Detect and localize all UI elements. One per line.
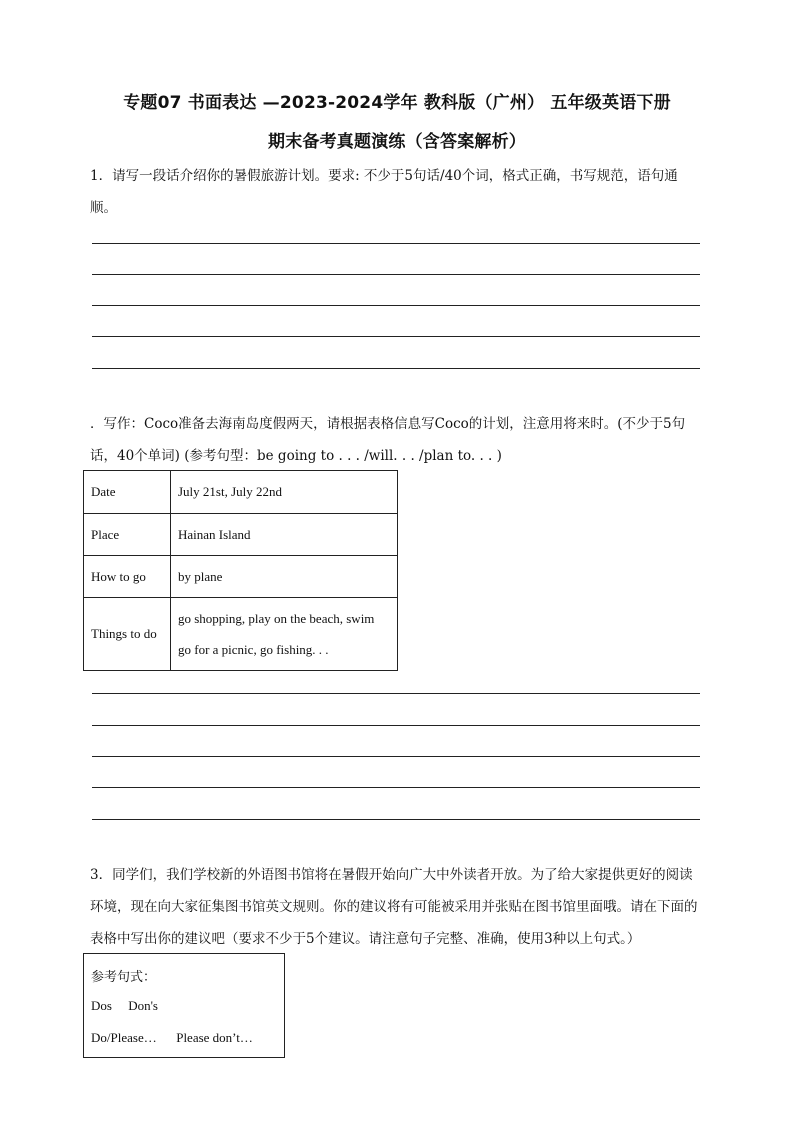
- answer-line[interactable]: [92, 274, 700, 275]
- table-cell-label: Date: [84, 471, 171, 514]
- answer-line[interactable]: [92, 305, 700, 306]
- table-row: [84, 556, 398, 598]
- reference-heading: 参考句式：: [91, 969, 157, 984]
- answer-line[interactable]: [92, 725, 700, 726]
- question-2-prompt: ．写作：Coco准备去海南岛度假两天，请根据表格信息写Coco的计划，注意用将来时。(不少于5句话，40个单词) (参考句型：be going to . . . /will. . . /plan to. . . ): [90, 416, 686, 464]
- reference-line: Do/Please… Please don’t…: [91, 1030, 253, 1045]
- plan-info-table: [83, 470, 398, 671]
- answer-line[interactable]: [92, 819, 700, 820]
- question-1-prompt: 1．请写一段话介绍你的暑假旅游计划。要求: 不少于5句话/40个词，格式正确，书写规范，语句通顺。: [90, 168, 678, 216]
- table-cell-value: July 21st, July 22nd: [171, 471, 398, 514]
- answer-line[interactable]: [92, 336, 700, 337]
- table-cell-value: Hainan Island: [171, 514, 398, 556]
- table-row: [84, 471, 398, 514]
- answer-line[interactable]: [92, 756, 700, 757]
- answer-line[interactable]: [92, 787, 700, 788]
- answer-line[interactable]: [92, 693, 700, 694]
- table-cell-label: Things to do: [84, 598, 171, 671]
- reference-sentence-box: [83, 953, 285, 1058]
- table-row: [84, 514, 398, 556]
- answer-line[interactable]: [92, 243, 700, 244]
- table-cell-label: How to go: [84, 556, 171, 598]
- table-row: [84, 598, 398, 671]
- reference-line: Dos Don's: [91, 998, 158, 1013]
- table-cell-value-line: go shopping, play on the beach, swim: [178, 611, 375, 626]
- table-cell-value: [171, 598, 398, 671]
- table-cell-value: by plane: [171, 556, 398, 598]
- table-cell-label: Place: [84, 514, 171, 556]
- document-title-line-2: 期末备考真题演练（含答案解析）: [268, 132, 526, 152]
- answer-line[interactable]: [92, 368, 700, 369]
- table-cell-value-line: go for a picnic, go fishing. . .: [178, 642, 329, 657]
- document-title-line-1: 专题07 书面表达 —2023-2024学年 教科版（广州） 五年级英语下册: [123, 93, 671, 113]
- question-3-prompt: 3．同学们，我们学校新的外语图书馆将在暑假开始向广大中外读者开放。为了给大家提供更好的阅读环境，现在向大家征集图书馆英文规则。你的建议将有可能被采用并张贴在图书馆里面哦。请在下面的表格中写出你的建议吧（要求不少于5个建议。请注意句子完整、准确，使用3种以上句式。）: [90, 867, 698, 947]
